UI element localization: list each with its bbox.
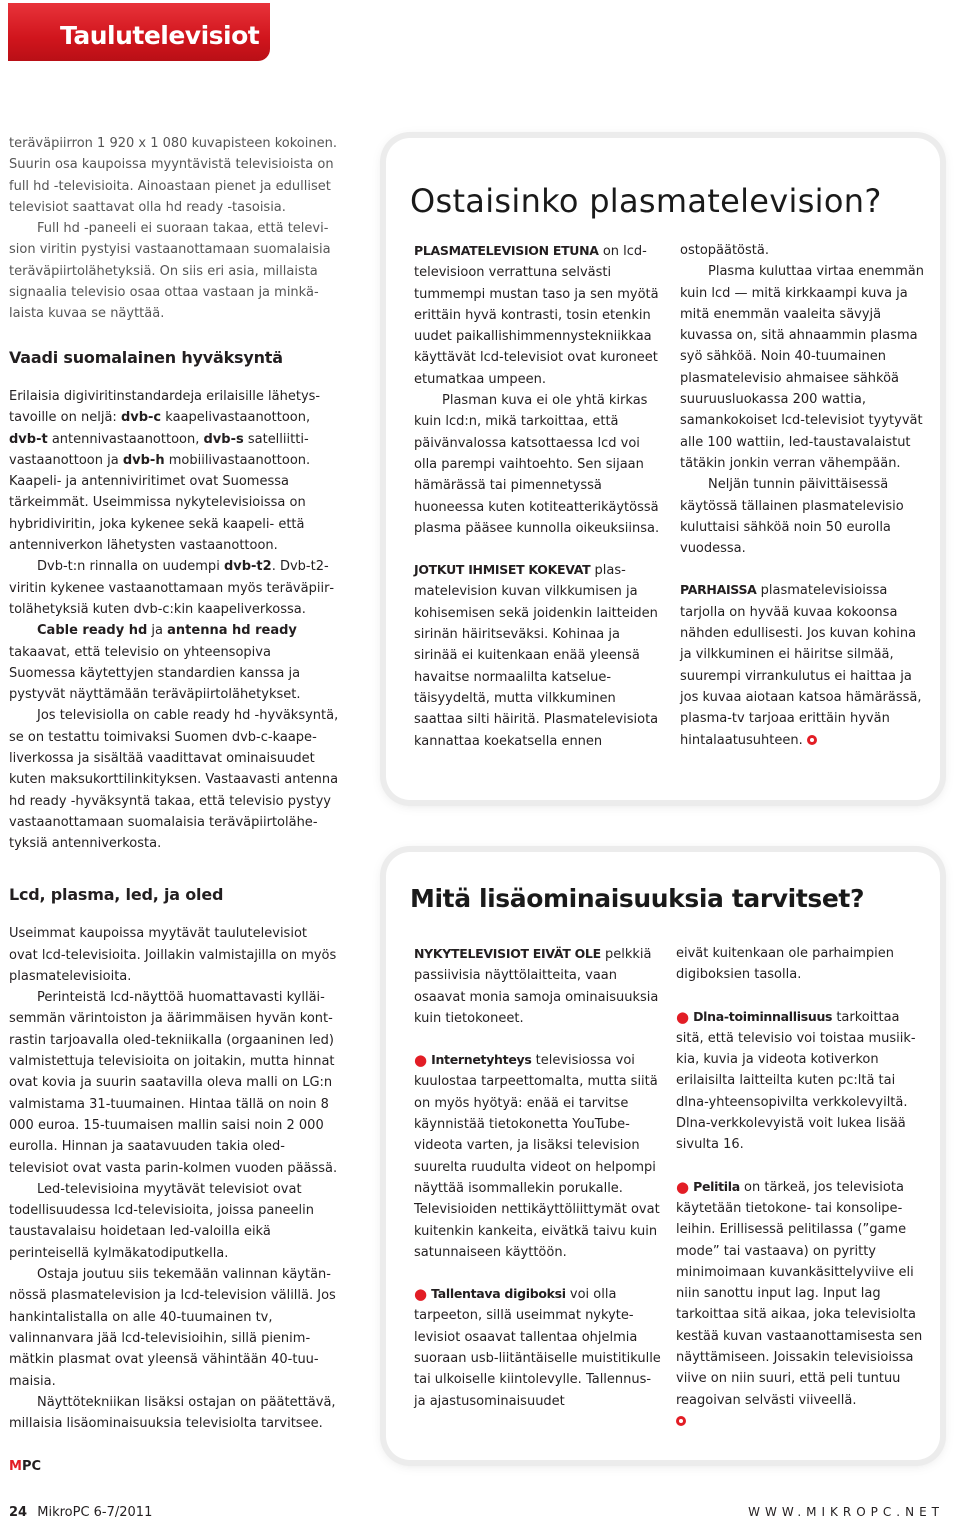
paragraph: ostopäätöstä. [680, 243, 769, 258]
end-mark-icon [676, 1416, 686, 1426]
bullet-icon: ● [676, 1177, 690, 1196]
end-mark-icon [807, 735, 817, 745]
publication-name: MikroPC 6-7/2011 [37, 1505, 153, 1520]
plasma-box-column-2 [680, 240, 928, 751]
paragraph: PARHAISSA plasmatelevisioissa tarjolla on hyvää kuvaa kokoonsa nähden edullisesti. Jos kuvan kohina ja vilkkuminen ei häiritse silmää, suurempi virrankulutus ei haittaa ja jos kuvaa aiotaan katsoa hämärässä, plasma-tv tarjoaa erittäin hyvän hintalaatusuhteen. [680, 582, 922, 748]
subheading: Vaadi suomalainen hyväksyntä [9, 347, 283, 367]
paragraph: Useimmat kaupoissa myytävät taulutelevisiot ovat lcd-televisioita. Joillakin valmistajilla on myös plasmatelevisioita. [9, 926, 337, 984]
paragraph: teräväpiirron 1 920 x 1 080 kuvapisteen kokoinen. Suurin osa kaupoissa myyntävistä televisioista on full hd -televisioita. Ainoastaan pienet ja edulliset televisiot saattavat olla hd ready -tasoisia. [9, 136, 337, 215]
page-footer [9, 1505, 152, 1520]
subheading: Lcd, plasma, led, ja oled [9, 885, 224, 904]
features-box-column-1 [414, 943, 664, 1412]
paragraph: Perinteistä lcd-näyttöä huomattavasti kylläisemmän värintoiston ja äärimmäisen hyvän kontrastin tarjoavalla oled-tekniikalla (orgaaninen led) valmistettuja televisioita on joitakin, mutta hinnat ovat kovia ja suurin saatavilla oleva malli on LG:n valmistama 31-tuumainen. Hintaa tällä on noin 8 000 euroa. 15-tuumaisen mallin saisi noin 2 000 eurolla. Hinnan ja saatavuuden takia oled-televisiot ovat vasta parin-kolmen vuoden päässä. [9, 990, 338, 1176]
plasma-box-column-1 [414, 240, 662, 752]
paragraph: Plasman kuva ei ole yhtä kirkas kuin lcd:n, mikä tarkoittaa, että päivänvalossa katsottaessa lcd voi olla parempi vaihtoehto. Sen sijaan hämärässä tai pimennetyssä huoneessa kuten kotiteatterikäytössä plasma pääsee kunnolla oikeuksiinsa. [414, 393, 660, 536]
bullet-icon: ● [414, 1285, 428, 1304]
paragraph: Cable ready hd ja antenna hd ready takaavat, että televisio on yhteensopiva Suomessa käytettyjen standardien kanssa ja pystyvät näyttämään teräväpiirtolähetykset. [9, 623, 301, 703]
paragraph: Erilaisia digiviritinstandardeja erilaisille lähetystavoille on neljä: dvb-c kaapelivastaanottoon, dvb-t antennivastaanottoon, dvb-s satelliittivastaanottoon ja dvb-h mobiilivastaanottoon. Kaapeli- ja antenniviritimet ovat Suomessa tärkeimmät. Useimmissa nykytelevisioissa on hybridiviritin, joka kykenee sekä kaapeli- että antenniverkon lähetysten vastaanottoon. [9, 388, 321, 554]
paragraph: Dvb-t:n rinnalla on uudempi dvb-t2. Dvb-t2-viritin kykenee vastaanottamaan myös teräväpiirtolähetyksiä kuten dvb-c:kin kaapeliverkossa. [9, 559, 335, 617]
section-title: Taulutelevisiot [60, 21, 260, 50]
features-box-column-2 [676, 943, 928, 1432]
paragraph: PLASMATELEVISION ETUNA on lcd-televisioon verrattuna selvästi tummempi mustan taso ja sen myötä erittäin hyvä kontrasti, tosin etenkin uudet paikallishimmennystekniikkaa käyttävät lcd-televisiot ovat kuroneet etumatkaa umpeen. [414, 243, 659, 387]
paragraph: Plasma kuluttaa virtaa enemmän kuin lcd — mitä kirkkaampi kuva ja mitä enemmän vaaleita sävyjä kuvassa on, sitä ahnaammin plasma syö sähköä. Noin 40-tuumainen plasmatelevisio ahmaisee sähköä suuruusluokassa 200 wattia, samankokoiset lcd-televisiot tyytyvät alle 100 wattiin, led-taustavalaistut tätäkin jonkin verran vähempään. [680, 264, 925, 471]
list-item: ● Tallentava digiboksi voi olla tarpeeton, sillä useimmat nykytelevisiot osaavat tallentaa ohjelmia suoraan usb-liitäntäiselle muistitikulle tai ulkoiselle kiintolevylle. Tallennus- ja ajastusominaisuudet [414, 1285, 661, 1409]
list-item: ● Pelitila on tärkeä, jos televisiota käytetään tietokone- tai konsolipeleihin. Erillisessä pelitilassa (”game mode” tai vastaava) on pyritty minimoimaan kuvankäsittelyviive eli niin sanottu input lag. Input lag tarkoittaa sitä aikaa, joka televisiolta kestää kuvan vastaanottamisesta sen näyttämiseen. Joissakin televisioissa viive on niin suuri, että peli tuntuu reagoivan selvästi viiveellä. [676, 1177, 923, 1408]
list-item: ● Dlna-toiminnallisuus tarkoittaa sitä, että televisio voi toistaa musiikkia, kuvia ja videota kotiverkon erilaisilta laitteilta kuten pc:ltä tai dlna-yhteensopivilta verkkolevyiltä. Dlna-verkkolevyistä voit lukea lisää sivulta 16. [676, 1007, 916, 1153]
paragraph [676, 1411, 928, 1432]
paragraph: NYKYTELEVISIOT EIVÄT OLE pelkkiä passiivisia näyttölaitteita, vaan osaavat monia samoja ominaisuuksia kuin tietokoneet. [414, 946, 659, 1026]
paragraph: Jos televisiolla on cable ready hd -hyväksyntä, se on testattu toimivaksi Suomen dvb-c-kaapeliverkossa ja sisältää vaadittavat ominaisuudet kuten maksukorttilinkityksen. Vastaavasti antenna hd ready -hyväksyntä takaa, että televisio pystyy vastaanottamaan suomalaisia teräväpiirtolähetyksiä antenniverkosta. [9, 708, 339, 852]
paragraph: JOTKUT IHMISET KOKEVAT plasmatelevision kuvan vilkkumisen ja kohisemisen sekä joidenkin laitteiden sirinän häiritseväksi. Kohinaa ja sirinää ei kuitenkaan enää yleensä havaitse normaalilta katseluetäisyydeltä, mutta vilkkuminen saattaa silti häiritä. Plasmatelevisiota kannattaa koekatsella ennen [414, 562, 659, 749]
features-box-title: Mitä lisäominaisuuksia tarvitset? [410, 884, 865, 913]
paragraph: Näyttötekniikan lisäksi ostajan on päätettävä, millaisia lisäominaisuuksia televisiolta tarvitsee. [9, 1394, 336, 1432]
left-column-bottom [9, 884, 339, 1434]
section-banner [8, 3, 270, 61]
page-number: 24 [9, 1505, 28, 1520]
left-column-top [9, 133, 339, 855]
paragraph: Led-televisioina myytävät televisiot ovat todellisuudessa lcd-televisioita, joissa paneelin taustavalaisu hoidetaan led-valoilla eikä perinteisellä kylmäkatodiputkella. [9, 1181, 315, 1261]
site-url[interactable]: WWW.MIKROPC.NET [748, 1505, 944, 1519]
paragraph: Ostaja joutuu siis tekemään valinnan käytännössä plasmatelevision ja lcd-television välillä. Jos hankintalistalla on alle 40-tuumainen tv, valinnanvara jää lcd-televisioihin, sillä pienimmätkin plasmat ovat yleensä vähintään 40-tuumaisia. [9, 1267, 336, 1389]
bullet-icon: ● [414, 1051, 428, 1070]
mikropc-logo: MPC [9, 1459, 42, 1474]
plasma-box-title: Ostaisinko plasmatelevision? [410, 182, 882, 220]
paragraph: Full hd -paneeli ei suoraan takaa, että television viritin pystyisi vastaanottamaan suomalaisia teräväpiirtolähetyksiä. On siis eri asia, millaista signaalia televisio osaa ottaa vastaan ja minkälaista kuvaa se näyttää. [9, 221, 331, 322]
bullet-icon: ● [676, 1007, 690, 1026]
list-item: ● Internetyhteys televisiossa voi kuulostaa tarpeettomalta, mutta siitä on myös hyötyä: enää ei tarvitse käynnistää tietokonetta YouTube-videota varten, ja lisäksi television suurelta ruudulta videot on helpompi näyttää isommallekin porukalle. Televisioiden nettikäyttöliittymät ovat kuitenkin kankeita, eivätkä taivu kuin satunnaiseen käyttöön. [414, 1051, 660, 1260]
paragraph: eivät kuitenkaan ole parhaimpien digiboksien tasolla. [676, 946, 895, 983]
paragraph: Neljän tunnin päivittäisessä käytössä tällainen plasmatelevisio kuluttaisi sähköä noin 50 eurolla vuodessa. [680, 477, 904, 557]
